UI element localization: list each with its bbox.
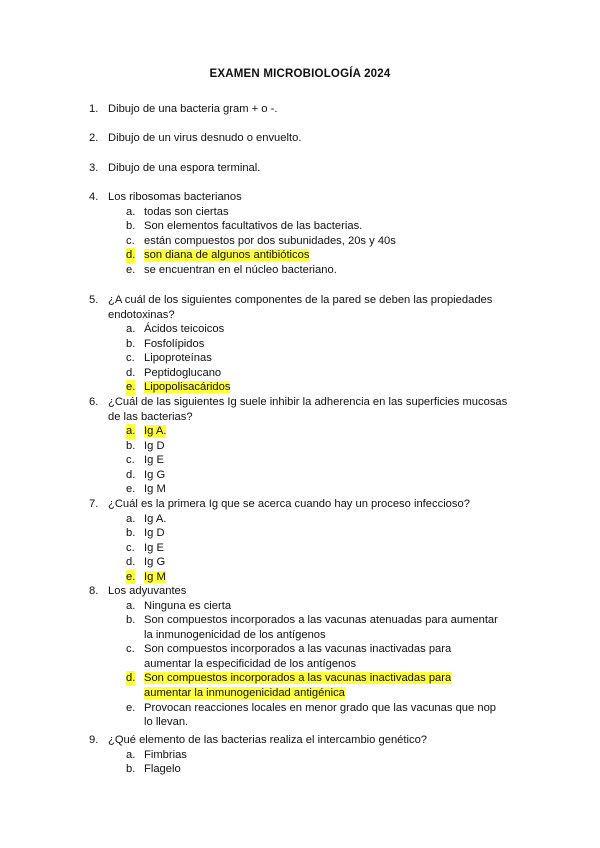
answer-option xyxy=(126,555,513,570)
answer-option xyxy=(126,234,513,249)
option-text: Son compuestos incorporados a las vacunas inactivadas para aumentar la inmunogenicidad antigénica xyxy=(144,672,452,700)
answer-option xyxy=(126,439,513,454)
option-list xyxy=(126,322,513,395)
question-text: Los ribosomas bacterianos xyxy=(108,191,242,203)
option-text: son diana de algunos antibióticos xyxy=(144,249,310,262)
option-letter: d. xyxy=(126,468,136,481)
option-letter: c. xyxy=(126,454,135,467)
option-text: Fimbrias xyxy=(144,748,187,761)
question-3 xyxy=(89,161,513,176)
answer-option xyxy=(126,219,513,234)
option-text: Lipopolisacáridos xyxy=(144,381,231,394)
answer-option xyxy=(126,351,513,366)
option-letter: d. xyxy=(126,249,136,262)
option-letter: a. xyxy=(126,748,136,761)
question-number: 1. xyxy=(89,103,99,115)
option-letter: b. xyxy=(126,220,136,233)
answer-option xyxy=(126,512,513,527)
option-letter: b. xyxy=(126,614,136,627)
answer-option-highlighted xyxy=(126,570,513,585)
question-1 xyxy=(89,102,513,117)
question-number: 6. xyxy=(89,396,99,408)
option-list xyxy=(126,205,513,278)
question-6 xyxy=(89,395,513,497)
option-letter: a. xyxy=(126,512,136,525)
answer-option xyxy=(126,263,513,278)
option-list xyxy=(126,512,513,585)
question-number: 7. xyxy=(89,498,99,510)
question-text: ¿Cuál de las siguientes Ig suele inhibir la adherencia en las superficies mucosas de las bacterias? xyxy=(108,396,508,423)
answer-option xyxy=(126,453,513,468)
answer-option xyxy=(126,762,513,777)
option-text: Provocan reacciones locales en menor grado que las vacunas que nop lo llevan. xyxy=(144,701,497,729)
question-text: Dibujo de una bacteria gram + o -. xyxy=(108,103,278,115)
option-letter: a. xyxy=(126,425,136,437)
option-text: Son compuestos incorporados a las vacunas atenuadas para aumentar la inmunogenicidad de los antígenos xyxy=(144,614,498,641)
question-8 xyxy=(89,584,513,730)
option-letter: e. xyxy=(126,381,136,394)
answer-option-highlighted xyxy=(126,424,513,439)
option-letter: c. xyxy=(126,352,135,365)
option-letter: a. xyxy=(126,323,136,335)
option-text: Ácidos teicoicos xyxy=(144,323,225,335)
answer-option xyxy=(126,526,513,541)
option-letter: e. xyxy=(126,263,136,276)
option-letter: a. xyxy=(126,599,136,612)
option-text: están compuestos por dos subunidades, 20s y 40s xyxy=(144,234,396,247)
option-text: Ninguna es cierta xyxy=(144,599,232,612)
answer-option xyxy=(126,642,501,671)
page-title: EXAMEN MICROBIOLOGÍA 2024 xyxy=(209,68,391,80)
option-letter: c. xyxy=(126,234,135,247)
option-letter: d. xyxy=(126,366,136,379)
option-letter: e. xyxy=(126,701,136,714)
answer-option xyxy=(126,322,513,337)
option-text: Ig D xyxy=(144,439,165,452)
question-number: 3. xyxy=(89,162,99,174)
answer-option xyxy=(126,337,513,352)
option-letter: b. xyxy=(126,337,136,350)
option-letter: d. xyxy=(126,556,136,569)
question-text: ¿A cuál de los siguientes componentes de la pared se deben las propiedades endotoxinas? xyxy=(108,294,493,321)
option-list xyxy=(126,748,513,777)
question-2 xyxy=(89,131,513,146)
option-text: Flagelo xyxy=(144,763,181,776)
option-letter: b. xyxy=(126,439,136,452)
option-letter: b. xyxy=(126,527,136,540)
option-letter: c. xyxy=(126,643,135,656)
option-text: Ig M xyxy=(144,570,166,583)
option-text: se encuentran en el núcleo bacteriano. xyxy=(144,263,337,276)
answer-option xyxy=(126,468,513,483)
option-text: Ig D xyxy=(144,527,165,540)
option-letter: c. xyxy=(126,541,135,554)
answer-option xyxy=(126,599,513,614)
question-number: 2. xyxy=(89,132,99,144)
option-text: todas son ciertas xyxy=(144,205,229,218)
question-text: ¿Qué elemento de las bacterias realiza el intercambio genético? xyxy=(108,734,428,746)
question-number: 5. xyxy=(89,294,99,306)
answer-option-highlighted xyxy=(126,671,501,700)
option-list xyxy=(126,599,513,730)
option-text: Ig G xyxy=(144,468,166,481)
option-text: Son elementos facultativos de las bacterias. xyxy=(144,220,363,233)
answer-option xyxy=(126,701,501,730)
answer-option xyxy=(126,613,501,642)
option-letter: b. xyxy=(126,763,136,776)
question-number: 8. xyxy=(89,585,99,597)
question-text: Dibujo de una espora terminal. xyxy=(108,162,261,174)
question-number: 4. xyxy=(89,191,99,203)
option-text: Fosfolípidos xyxy=(144,337,205,350)
answer-option xyxy=(126,748,513,763)
option-text: Son compuestos incorporados a las vacunas inactivadas para aumentar la especificidad de los antígenos xyxy=(144,643,452,670)
option-text: Ig G xyxy=(144,556,166,569)
answer-option xyxy=(126,366,513,381)
option-text: Ig E xyxy=(144,454,164,467)
question-7 xyxy=(89,497,513,584)
option-text: Ig M xyxy=(144,483,166,496)
option-list xyxy=(126,424,513,497)
answer-option-highlighted xyxy=(126,380,513,395)
answer-option xyxy=(126,482,513,497)
answer-option xyxy=(126,205,513,220)
question-4 xyxy=(89,190,513,277)
question-text: Dibujo de un virus desnudo o envuelto. xyxy=(108,132,302,144)
option-letter: e. xyxy=(126,570,136,583)
option-text: Ig A. xyxy=(144,512,167,525)
option-text: Peptidoglucano xyxy=(144,366,222,379)
option-text: Ig A. xyxy=(144,425,167,437)
option-letter: e. xyxy=(126,483,136,496)
answer-option-highlighted xyxy=(126,248,513,263)
option-letter: a. xyxy=(126,205,136,218)
answer-option xyxy=(126,541,513,556)
option-text: Lipoproteínas xyxy=(144,352,212,365)
option-text: Ig E xyxy=(144,541,164,554)
question-number: 9. xyxy=(89,734,99,746)
question-9 xyxy=(89,733,513,777)
question-text: Los adyuvantes xyxy=(108,585,187,597)
option-letter: d. xyxy=(126,672,136,685)
question-5 xyxy=(89,293,513,395)
question-text: ¿Cuál es la primera Ig que se acerca cuando hay un proceso infeccioso? xyxy=(108,498,470,510)
